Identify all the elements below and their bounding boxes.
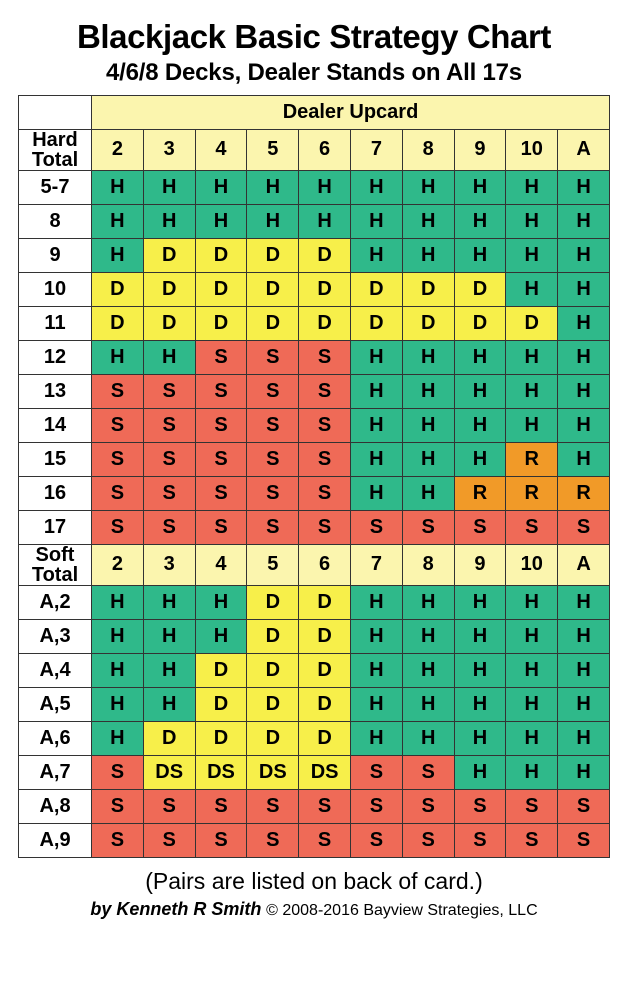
- cell-A,9-vs-2: S: [92, 823, 144, 857]
- cell-A,7-vs-6: DS: [299, 755, 351, 789]
- table-row: [19, 789, 610, 823]
- cell-14-vs-6: S: [299, 408, 351, 442]
- cell-11-vs-7: D: [350, 306, 402, 340]
- cell-16-vs-3: S: [143, 476, 195, 510]
- cell-12-vs-9: H: [454, 340, 506, 374]
- cell-10-vs-6: D: [299, 272, 351, 306]
- cell-A,7-vs-8: S: [402, 755, 454, 789]
- cell-15-vs-6: S: [299, 442, 351, 476]
- cell-A,2-vs-9: H: [454, 585, 506, 619]
- cell-A,6-vs-2: H: [92, 721, 144, 755]
- cell-13-vs-8: H: [402, 374, 454, 408]
- row-label-A,9: A,9: [19, 823, 92, 857]
- cell-12-vs-2: H: [92, 340, 144, 374]
- cell-A,5-vs-8: H: [402, 687, 454, 721]
- table-row: [19, 823, 610, 857]
- cell-A,6-vs-3: D: [143, 721, 195, 755]
- cell-14-vs-5: S: [247, 408, 299, 442]
- cell-13-vs-2: S: [92, 374, 144, 408]
- cell-13-vs-9: H: [454, 374, 506, 408]
- cell-11-vs-4: D: [195, 306, 247, 340]
- cell-5-7-vs-A: H: [558, 170, 610, 204]
- row-label-A,8: A,8: [19, 789, 92, 823]
- cell-13-vs-A: H: [558, 374, 610, 408]
- cell-17-vs-8: S: [402, 510, 454, 544]
- cell-10-vs-8: D: [402, 272, 454, 306]
- cell-A,3-vs-5: D: [247, 619, 299, 653]
- table-row: [19, 510, 610, 544]
- cell-10-vs-A: H: [558, 272, 610, 306]
- cell-15-vs-8: H: [402, 442, 454, 476]
- table-row: [19, 170, 610, 204]
- cell-A,3-vs-2: H: [92, 619, 144, 653]
- row-label-17: 17: [19, 510, 92, 544]
- cell-12-vs-3: H: [143, 340, 195, 374]
- row-label-8: 8: [19, 204, 92, 238]
- table-corner-blank: [19, 95, 92, 129]
- cell-A,4-vs-9: H: [454, 653, 506, 687]
- cell-A,7-vs-3: DS: [143, 755, 195, 789]
- table-row: [19, 585, 610, 619]
- cell-A,9-vs-10: S: [506, 823, 558, 857]
- upcard-hard-A: A: [558, 129, 610, 170]
- cell-A,4-vs-A: H: [558, 653, 610, 687]
- cell-10-vs-9: D: [454, 272, 506, 306]
- cell-5-7-vs-4: H: [195, 170, 247, 204]
- cell-12-vs-A: H: [558, 340, 610, 374]
- row-label-11: 11: [19, 306, 92, 340]
- upcard-soft-3: 3: [143, 544, 195, 585]
- cell-12-vs-6: S: [299, 340, 351, 374]
- cell-A,5-vs-3: H: [143, 687, 195, 721]
- cell-A,4-vs-6: D: [299, 653, 351, 687]
- cell-15-vs-A: H: [558, 442, 610, 476]
- cell-16-vs-10: R: [506, 476, 558, 510]
- cell-A,2-vs-10: H: [506, 585, 558, 619]
- cell-A,7-vs-A: H: [558, 755, 610, 789]
- cell-A,8-vs-5: S: [247, 789, 299, 823]
- cell-A,2-vs-6: D: [299, 585, 351, 619]
- footnote: (Pairs are listed on back of card.): [145, 867, 483, 894]
- upcard-soft-8: 8: [402, 544, 454, 585]
- cell-A,6-vs-10: H: [506, 721, 558, 755]
- row-label-A,2: A,2: [19, 585, 92, 619]
- table-row: [19, 755, 610, 789]
- upcard-hard-8: 8: [402, 129, 454, 170]
- upcard-row-soft: [19, 544, 610, 585]
- cell-10-vs-7: D: [350, 272, 402, 306]
- cell-A,4-vs-5: D: [247, 653, 299, 687]
- table-row: [19, 238, 610, 272]
- cell-17-vs-3: S: [143, 510, 195, 544]
- cell-A,4-vs-4: D: [195, 653, 247, 687]
- row-label-16: 16: [19, 476, 92, 510]
- row-label-12: 12: [19, 340, 92, 374]
- cell-A,7-vs-7: S: [350, 755, 402, 789]
- cell-14-vs-7: H: [350, 408, 402, 442]
- cell-A,9-vs-3: S: [143, 823, 195, 857]
- table-row: [19, 340, 610, 374]
- table-row: [19, 204, 610, 238]
- cell-8-vs-2: H: [92, 204, 144, 238]
- cell-A,5-vs-4: D: [195, 687, 247, 721]
- cell-16-vs-7: H: [350, 476, 402, 510]
- cell-A,3-vs-7: H: [350, 619, 402, 653]
- upcard-soft-10: 10: [506, 544, 558, 585]
- cell-5-7-vs-3: H: [143, 170, 195, 204]
- cell-9-vs-10: H: [506, 238, 558, 272]
- cell-A,2-vs-2: H: [92, 585, 144, 619]
- cell-A,5-vs-6: D: [299, 687, 351, 721]
- cell-A,2-vs-5: D: [247, 585, 299, 619]
- table-row: [19, 272, 610, 306]
- cell-8-vs-9: H: [454, 204, 506, 238]
- row-label-5-7: 5-7: [19, 170, 92, 204]
- cell-A,8-vs-8: S: [402, 789, 454, 823]
- cell-A,3-vs-9: H: [454, 619, 506, 653]
- cell-8-vs-5: H: [247, 204, 299, 238]
- cell-A,6-vs-6: D: [299, 721, 351, 755]
- cell-A,5-vs-10: H: [506, 687, 558, 721]
- soft-total-label-line2: Total: [31, 563, 79, 586]
- cell-A,4-vs-8: H: [402, 653, 454, 687]
- cell-5-7-vs-7: H: [350, 170, 402, 204]
- table-row: [19, 408, 610, 442]
- cell-15-vs-3: S: [143, 442, 195, 476]
- cell-16-vs-A: R: [558, 476, 610, 510]
- row-label-9: 9: [19, 238, 92, 272]
- cell-17-vs-7: S: [350, 510, 402, 544]
- upcard-hard-9: 9: [454, 129, 506, 170]
- cell-A,4-vs-10: H: [506, 653, 558, 687]
- table-row: [19, 687, 610, 721]
- cell-13-vs-10: H: [506, 374, 558, 408]
- cell-A,8-vs-10: S: [506, 789, 558, 823]
- cell-A,6-vs-9: H: [454, 721, 506, 755]
- upcard-soft-A: A: [558, 544, 610, 585]
- upcard-hard-7: 7: [350, 129, 402, 170]
- cell-9-vs-3: D: [143, 238, 195, 272]
- cell-16-vs-4: S: [195, 476, 247, 510]
- cell-10-vs-4: D: [195, 272, 247, 306]
- cell-12-vs-5: S: [247, 340, 299, 374]
- cell-A,2-vs-3: H: [143, 585, 195, 619]
- cell-A,2-vs-4: H: [195, 585, 247, 619]
- cell-15-vs-9: H: [454, 442, 506, 476]
- upcard-hard-5: 5: [247, 129, 299, 170]
- cell-17-vs-2: S: [92, 510, 144, 544]
- table-row: [19, 653, 610, 687]
- cell-A,8-vs-4: S: [195, 789, 247, 823]
- cell-A,2-vs-7: H: [350, 585, 402, 619]
- cell-A,6-vs-7: H: [350, 721, 402, 755]
- cell-17-vs-4: S: [195, 510, 247, 544]
- hard-total-label-line2: Total: [31, 148, 79, 171]
- cell-5-7-vs-5: H: [247, 170, 299, 204]
- cell-14-vs-9: H: [454, 408, 506, 442]
- upcard-hard-2: 2: [92, 129, 144, 170]
- cell-A,9-vs-9: S: [454, 823, 506, 857]
- cell-15-vs-4: S: [195, 442, 247, 476]
- cell-14-vs-10: H: [506, 408, 558, 442]
- cell-14-vs-2: S: [92, 408, 144, 442]
- cell-A,3-vs-8: H: [402, 619, 454, 653]
- cell-5-7-vs-10: H: [506, 170, 558, 204]
- cell-A,8-vs-7: S: [350, 789, 402, 823]
- cell-A,8-vs-6: S: [299, 789, 351, 823]
- cell-13-vs-5: S: [247, 374, 299, 408]
- cell-17-vs-A: S: [558, 510, 610, 544]
- row-label-15: 15: [19, 442, 92, 476]
- cell-9-vs-7: H: [350, 238, 402, 272]
- cell-A,8-vs-2: S: [92, 789, 144, 823]
- table-row: [19, 476, 610, 510]
- cell-16-vs-9: R: [454, 476, 506, 510]
- cell-8-vs-8: H: [402, 204, 454, 238]
- table-header-row: [19, 95, 610, 129]
- cell-17-vs-6: S: [299, 510, 351, 544]
- cell-A,9-vs-8: S: [402, 823, 454, 857]
- cell-13-vs-6: S: [299, 374, 351, 408]
- cell-10-vs-10: H: [506, 272, 558, 306]
- cell-15-vs-10: R: [506, 442, 558, 476]
- cell-11-vs-6: D: [299, 306, 351, 340]
- cell-10-vs-3: D: [143, 272, 195, 306]
- cell-11-vs-5: D: [247, 306, 299, 340]
- cell-A,9-vs-5: S: [247, 823, 299, 857]
- cell-13-vs-3: S: [143, 374, 195, 408]
- credit-copyright: © 2008-2016 Bayview Strategies, LLC: [266, 901, 538, 919]
- cell-5-7-vs-9: H: [454, 170, 506, 204]
- cell-A,8-vs-9: S: [454, 789, 506, 823]
- cell-11-vs-3: D: [143, 306, 195, 340]
- table-row: [19, 374, 610, 408]
- cell-A,3-vs-3: H: [143, 619, 195, 653]
- cell-16-vs-5: S: [247, 476, 299, 510]
- cell-5-7-vs-8: H: [402, 170, 454, 204]
- cell-13-vs-4: S: [195, 374, 247, 408]
- upcard-hard-10: 10: [506, 129, 558, 170]
- cell-8-vs-6: H: [299, 204, 351, 238]
- row-label-A,5: A,5: [19, 687, 92, 721]
- cell-16-vs-2: S: [92, 476, 144, 510]
- cell-8-vs-4: H: [195, 204, 247, 238]
- hard-total-label: [19, 129, 92, 170]
- cell-9-vs-9: H: [454, 238, 506, 272]
- cell-12-vs-10: H: [506, 340, 558, 374]
- cell-A,6-vs-8: H: [402, 721, 454, 755]
- upcard-soft-2: 2: [92, 544, 144, 585]
- cell-A,7-vs-5: DS: [247, 755, 299, 789]
- cell-9-vs-A: H: [558, 238, 610, 272]
- cell-A,6-vs-4: D: [195, 721, 247, 755]
- cell-A,7-vs-10: H: [506, 755, 558, 789]
- cell-A,6-vs-A: H: [558, 721, 610, 755]
- cell-8-vs-A: H: [558, 204, 610, 238]
- table-row: [19, 721, 610, 755]
- credit-author: by Kenneth R Smith: [90, 898, 262, 919]
- cell-11-vs-2: D: [92, 306, 144, 340]
- cell-A,5-vs-A: H: [558, 687, 610, 721]
- cell-10-vs-5: D: [247, 272, 299, 306]
- page-title: Blackjack Basic Strategy Chart: [76, 18, 552, 55]
- upcard-hard-6: 6: [299, 129, 351, 170]
- cell-A,5-vs-5: D: [247, 687, 299, 721]
- upcard-soft-6: 6: [299, 544, 351, 585]
- cell-14-vs-4: S: [195, 408, 247, 442]
- cell-14-vs-8: H: [402, 408, 454, 442]
- cell-16-vs-8: H: [402, 476, 454, 510]
- cell-A,3-vs-4: H: [195, 619, 247, 653]
- cell-A,3-vs-A: H: [558, 619, 610, 653]
- cell-9-vs-2: H: [92, 238, 144, 272]
- cell-A,6-vs-5: D: [247, 721, 299, 755]
- credit-line: [18, 899, 610, 920]
- upcard-hard-3: 3: [143, 129, 195, 170]
- upcard-soft-9: 9: [454, 544, 506, 585]
- table-row: [19, 306, 610, 340]
- table-row: [19, 442, 610, 476]
- cell-14-vs-3: S: [143, 408, 195, 442]
- cell-A,5-vs-7: H: [350, 687, 402, 721]
- upcard-soft-7: 7: [350, 544, 402, 585]
- cell-11-vs-A: H: [558, 306, 610, 340]
- cell-A,5-vs-9: H: [454, 687, 506, 721]
- cell-A,7-vs-2: S: [92, 755, 144, 789]
- cell-17-vs-10: S: [506, 510, 558, 544]
- cell-17-vs-9: S: [454, 510, 506, 544]
- row-label-A,4: A,4: [19, 653, 92, 687]
- cell-10-vs-2: D: [92, 272, 144, 306]
- table-row: [19, 619, 610, 653]
- cell-11-vs-9: D: [454, 306, 506, 340]
- cell-A,9-vs-6: S: [299, 823, 351, 857]
- row-label-A,6: A,6: [19, 721, 92, 755]
- row-label-A,7: A,7: [19, 755, 92, 789]
- cell-A,3-vs-6: D: [299, 619, 351, 653]
- cell-16-vs-6: S: [299, 476, 351, 510]
- cell-14-vs-A: H: [558, 408, 610, 442]
- cell-A,5-vs-2: H: [92, 687, 144, 721]
- cell-A,9-vs-4: S: [195, 823, 247, 857]
- cell-A,8-vs-3: S: [143, 789, 195, 823]
- strategy-table: [18, 95, 610, 858]
- cell-13-vs-7: H: [350, 374, 402, 408]
- upcard-hard-4: 4: [195, 129, 247, 170]
- cell-A,4-vs-2: H: [92, 653, 144, 687]
- cell-5-7-vs-2: H: [92, 170, 144, 204]
- cell-8-vs-10: H: [506, 204, 558, 238]
- cell-9-vs-5: D: [247, 238, 299, 272]
- cell-11-vs-8: D: [402, 306, 454, 340]
- soft-total-label-line1: Soft: [35, 543, 75, 566]
- cell-15-vs-5: S: [247, 442, 299, 476]
- row-label-10: 10: [19, 272, 92, 306]
- cell-A,8-vs-A: S: [558, 789, 610, 823]
- cell-8-vs-3: H: [143, 204, 195, 238]
- hard-total-label-line1: Hard: [32, 128, 78, 151]
- cell-8-vs-7: H: [350, 204, 402, 238]
- soft-total-label: [19, 544, 92, 585]
- cell-12-vs-7: H: [350, 340, 402, 374]
- cell-15-vs-7: H: [350, 442, 402, 476]
- cell-A,3-vs-10: H: [506, 619, 558, 653]
- cell-A,9-vs-A: S: [558, 823, 610, 857]
- cell-11-vs-10: D: [506, 306, 558, 340]
- cell-A,7-vs-4: DS: [195, 755, 247, 789]
- upcard-soft-5: 5: [247, 544, 299, 585]
- cell-12-vs-4: S: [195, 340, 247, 374]
- upcard-soft-4: 4: [195, 544, 247, 585]
- dealer-upcard-header: Dealer Upcard: [92, 95, 610, 129]
- cell-A,4-vs-7: H: [350, 653, 402, 687]
- row-label-13: 13: [19, 374, 92, 408]
- cell-9-vs-8: H: [402, 238, 454, 272]
- cell-9-vs-6: D: [299, 238, 351, 272]
- cell-A,2-vs-8: H: [402, 585, 454, 619]
- cell-9-vs-4: D: [195, 238, 247, 272]
- upcard-row-hard: [19, 129, 610, 170]
- cell-17-vs-5: S: [247, 510, 299, 544]
- cell-A,9-vs-7: S: [350, 823, 402, 857]
- row-label-A,3: A,3: [19, 619, 92, 653]
- cell-A,4-vs-3: H: [143, 653, 195, 687]
- cell-A,2-vs-A: H: [558, 585, 610, 619]
- cell-A,7-vs-9: H: [454, 755, 506, 789]
- page-subtitle: 4/6/8 Decks, Dealer Stands on All 17s: [106, 58, 522, 86]
- cell-15-vs-2: S: [92, 442, 144, 476]
- row-label-14: 14: [19, 408, 92, 442]
- cell-5-7-vs-6: H: [299, 170, 351, 204]
- cell-12-vs-8: H: [402, 340, 454, 374]
